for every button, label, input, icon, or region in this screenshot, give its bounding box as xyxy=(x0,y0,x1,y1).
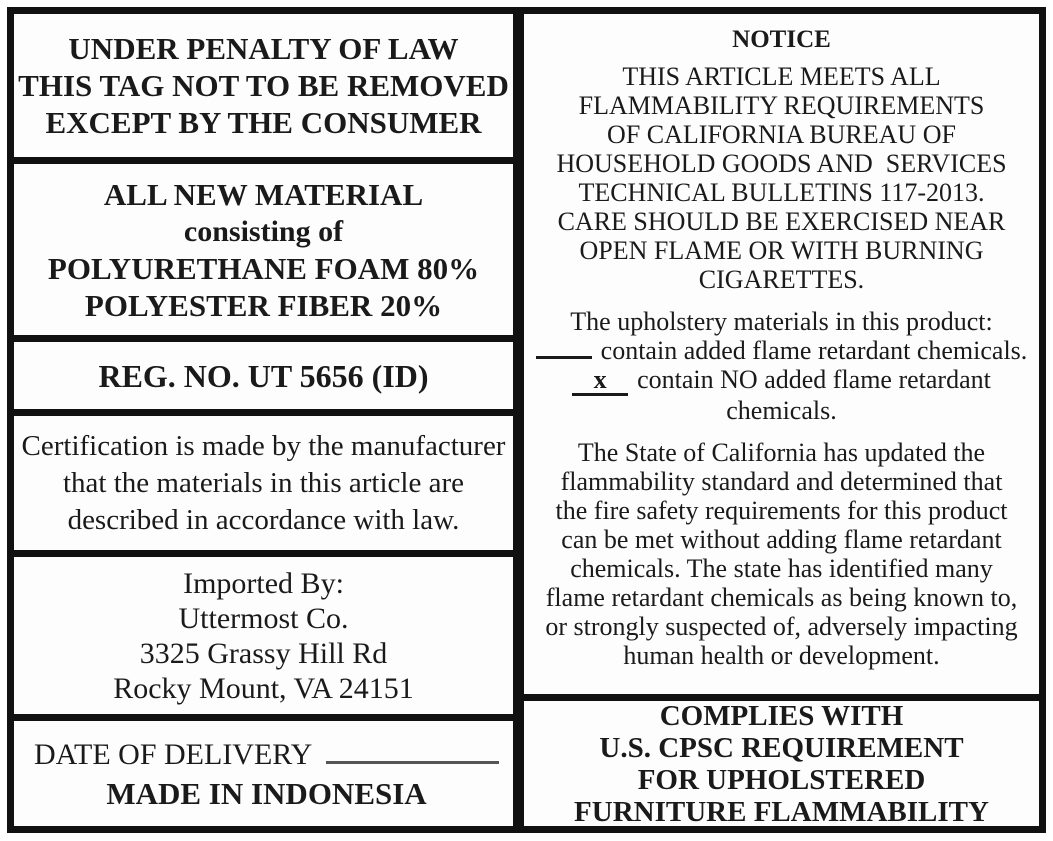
certification-line: that the materials in this article are xyxy=(62,466,464,499)
option-contains-none-text-continued: chemicals. xyxy=(726,396,837,425)
materials-section xyxy=(14,164,513,335)
registration-number: REG. NO. UT 5656 (ID) xyxy=(98,357,429,394)
flammability-line: CARE SHOULD BE EXERCISED NEAR xyxy=(557,207,1006,236)
penalty-line: EXCEPT BY THE CONSUMER xyxy=(45,105,482,140)
importer-section xyxy=(14,557,513,714)
importer-name: Uttermost Co. xyxy=(178,601,349,635)
compliance-line: COMPLIES WITH xyxy=(659,701,904,732)
date-of-delivery-blank xyxy=(326,734,499,764)
state-update-line: the fire safety requirements for this product xyxy=(555,496,1008,525)
materials-subheading: consisting of xyxy=(183,214,344,248)
state-update-line: can be met without adding flame retardant xyxy=(561,525,1002,554)
notice-title: NOTICE xyxy=(732,26,831,53)
certification-line: described in accordance with law. xyxy=(67,503,460,536)
flammability-line: OF CALIFORNIA BUREAU OF xyxy=(607,120,956,149)
state-update-line: human health or development. xyxy=(623,641,940,670)
option-contains-none-checkbox-marked: x xyxy=(572,367,628,396)
state-update-line: The State of California has updated the xyxy=(577,438,986,467)
made-in-text: MADE IN INDONESIA xyxy=(106,775,427,811)
registration-number-section xyxy=(14,342,513,409)
option-contains-added-text: contain added flame retardant chemicals. xyxy=(600,336,1028,365)
flammability-line: HOUSEHOLD GOODS AND SERVICES xyxy=(556,149,1007,178)
certification-line: Certification is made by the manufacturer xyxy=(21,429,506,462)
certification-section xyxy=(14,416,513,550)
compliance-line: FOR UPHOLSTERED xyxy=(637,763,926,796)
state-update-line: flame retardant chemicals as being known to, xyxy=(545,583,1018,612)
date-of-delivery-label: DATE OF DELIVERY xyxy=(34,737,313,771)
option-contains-none-row xyxy=(572,365,991,396)
penalty-notice-section xyxy=(14,14,513,157)
state-update-line: or strongly suspected of, adversely impacting xyxy=(545,612,1018,641)
compliance-line: FURNITURE FLAMMABILITY xyxy=(574,795,989,826)
flammability-line: FLAMMABILITY REQUIREMENTS xyxy=(578,91,985,120)
right-column xyxy=(524,14,1039,826)
importer-label: Imported By: xyxy=(183,566,344,600)
state-update-line: chemicals. The state has identified many xyxy=(570,554,993,583)
compliance-line: U.S. CPSC REQUIREMENT xyxy=(599,731,964,764)
upholstery-materials-paragraph xyxy=(536,307,1028,425)
importer-city: Rocky Mount, VA 24151 xyxy=(113,671,414,705)
flammability-line: TECHNICAL BULLETINS 117-2013. xyxy=(578,178,985,207)
left-column xyxy=(14,14,513,826)
law-label-tag xyxy=(7,7,1046,833)
importer-street: 3325 Grassy Hill Rd xyxy=(139,636,388,670)
penalty-line: UNDER PENALTY OF LAW xyxy=(68,31,459,66)
state-update-paragraph xyxy=(545,438,1017,670)
compliance-section xyxy=(524,701,1039,826)
material-item: POLYESTER FIBER 20% xyxy=(84,287,443,323)
flammability-paragraph xyxy=(556,62,1006,294)
state-update-line: flammability standard and determined that xyxy=(560,467,1003,496)
option-contains-none-text: contain NO added flame retardant xyxy=(637,365,991,394)
option-contains-added-checkbox-blank xyxy=(536,356,592,359)
materials-heading: ALL NEW MATERIAL xyxy=(103,176,424,212)
option-contains-added-row xyxy=(536,336,1028,365)
penalty-line: THIS TAG NOT TO BE REMOVED xyxy=(18,68,509,103)
flammability-line: THIS ARTICLE MEETS ALL xyxy=(622,62,941,91)
upholstery-intro: The upholstery materials in this product: xyxy=(570,307,993,336)
material-item: POLYURETHANE FOAM 80% xyxy=(47,250,480,286)
notice-section xyxy=(524,14,1039,694)
flammability-line: OPEN FLAME OR WITH BURNING xyxy=(579,236,984,265)
delivery-section xyxy=(14,721,513,826)
date-of-delivery-row xyxy=(34,734,499,774)
flammability-line: CIGARETTES. xyxy=(698,265,865,294)
